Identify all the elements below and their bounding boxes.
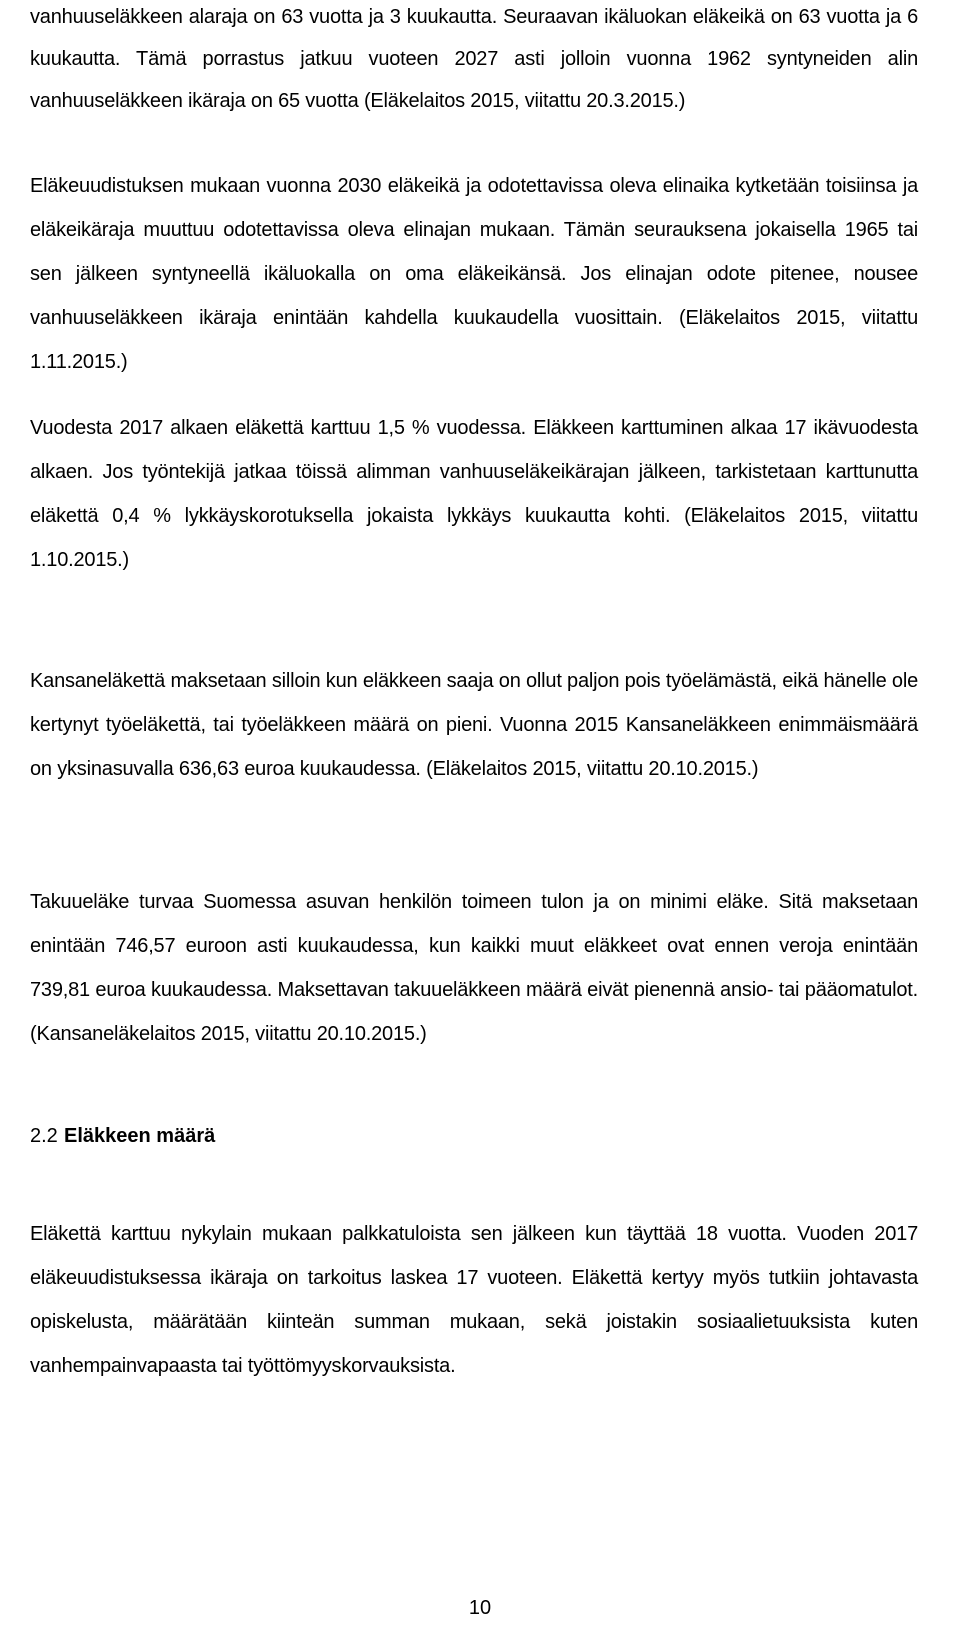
section-heading	[30, 1114, 215, 1158]
paragraph-pension-reform-2030: Eläkeuudistuksen mukaan vuonna 2030 eläkeikä ja odotettavissa oleva elinaika kytketään toisiinsa ja eläkeikäraja muuttuu odotettavissa oleva elinajan mukaan. Tämän seurauksena jokaisella 1965 tai sen jälkeen syntyneellä ikäluokalla on oma eläkeikänsä. Jos elinajan odote pitenee, nousee vanhuuseläkkeen ikäraja enintään kahdella kuukaudella vuosittain. (Eläkelaitos 2015, viitattu 1.11.2015.)	[30, 175, 918, 373]
paragraph-pension-amount: Eläkettä karttuu nykylain mukaan palkkatuloista sen jälkeen kun täyttää 18 vuotta. Vuoden 2017 eläkeuudistuksessa ikäraja on tarkoitus laskea 17 vuoteen. Eläkettä kertyy myös tutkiin johtavasta opiskelusta, määrätään kiinteän summan mukaan, sekä joistakin sosiaalietuuksista kuten vanhempainvapaasta tai työttömyyskorvauksista.	[30, 1223, 918, 1377]
paragraph-national-pension: Kansaneläkettä maksetaan silloin kun eläkkeen saaja on ollut paljon pois työelämästä, eikä hänelle ole kertynyt työeläkettä, tai työeläkkeen määrä on pieni. Vuonna 2015 Kansaneläkkeen enimmäismäärä on yksinasuvalla 636,63 euroa kuukaudessa. (Eläkelaitos 2015, viitattu 20.10.2015.)	[30, 670, 918, 780]
paragraph-pension-accrual: Vuodesta 2017 alkaen eläkettä karttuu 1,5 % vuodessa. Eläkkeen karttuminen alkaa 17 ikävuodesta alkaen. Jos työntekijä jatkaa töissä alimman vanhuuseläkeikärajan jälkeen, tarkistetaan karttunutta eläkettä 0,4 % lykkäyskorotuksella jokaista lykkäys kuukautta kohti. (Eläkelaitos 2015, viitattu 1.10.2015.)	[30, 417, 918, 571]
paragraph-retirement-age-schedule: vanhuuseläkkeen alaraja on 63 vuotta ja 3 kuukautta. Seuraavan ikäluokan eläkeikä on 63 vuotta ja 6 kuukautta. Tämä porrastus jatkuu vuoteen 2027 asti jolloin vuonna 1962 syntyneiden alin vanhuuseläkkeen ikäraja on 65 vuotta (Eläkelaitos 2015, viitattu 20.3.2015.)	[30, 6, 918, 112]
paragraph-guarantee-pension: Takuueläke turvaa Suomessa asuvan henkilön toimeen tulon ja on minimi eläke. Sitä maksetaan enintään 746,57 euroon asti kuukaudessa, kun kaikki muut eläkkeet ovat ennen veroja enintään 739,81 euroa kuukaudessa. Maksettavan takuueläkkeen määrä eivät pienennä ansio- tai pääomatulot. (Kansaneläkelaitos 2015, viitattu 20.10.2015.)	[30, 891, 918, 1045]
section-title: Eläkkeen määrä	[64, 1125, 216, 1147]
page-number: 10	[468, 1597, 492, 1619]
section-number: 2.2	[30, 1125, 58, 1147]
